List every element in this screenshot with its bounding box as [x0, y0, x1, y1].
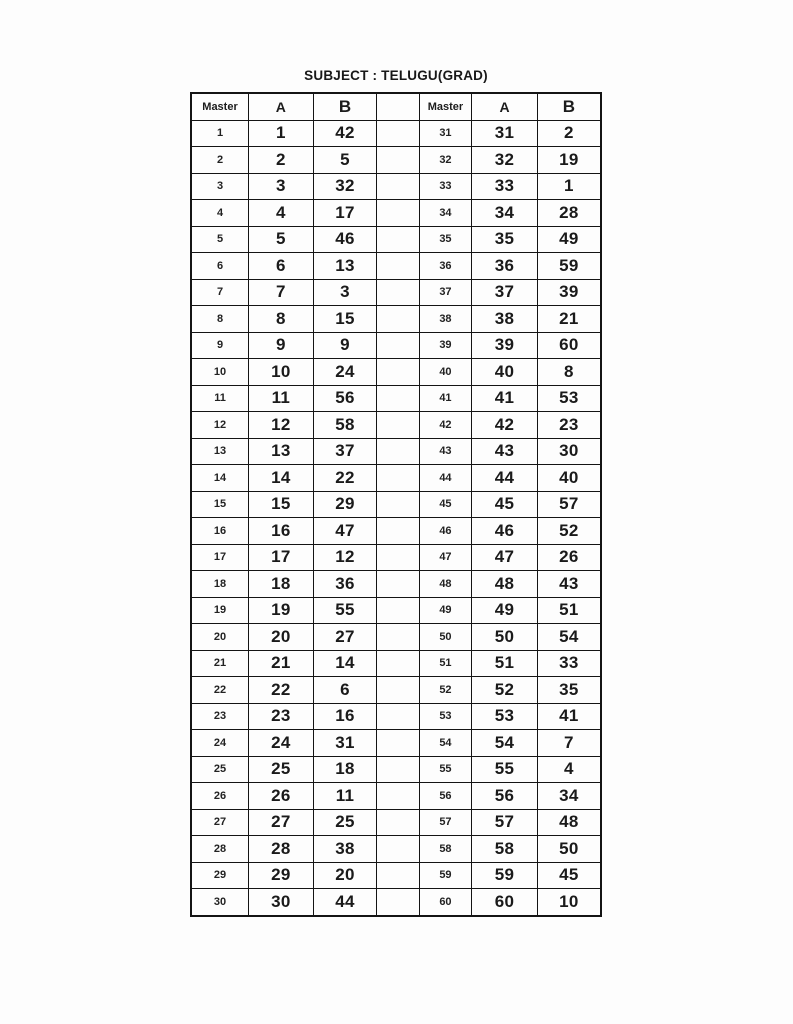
table-row	[191, 836, 601, 863]
b-value-cell: 11	[313, 783, 377, 810]
master-number-cell: 1	[191, 120, 249, 147]
master-number-cell: 9	[191, 332, 249, 359]
master-number-cell: 5	[191, 226, 249, 253]
master-number-cell: 55	[419, 756, 472, 783]
a-value-cell: 57	[472, 809, 538, 836]
a-value-cell: 3	[249, 173, 314, 200]
table-row	[191, 306, 601, 333]
table-row	[191, 677, 601, 704]
a-value-cell: 41	[472, 385, 538, 412]
table-row	[191, 783, 601, 810]
a-value-cell: 40	[472, 359, 538, 386]
master-number-cell: 34	[419, 200, 472, 227]
master-number-cell: 19	[191, 597, 249, 624]
spacer-cell	[377, 836, 419, 863]
table-row	[191, 703, 601, 730]
a-value-cell: 12	[249, 412, 314, 439]
master-number-cell: 56	[419, 783, 472, 810]
b-value-cell: 54	[537, 624, 601, 651]
b-value-cell: 17	[313, 200, 377, 227]
master-number-cell: 4	[191, 200, 249, 227]
spacer-cell	[377, 544, 419, 571]
a-value-cell: 21	[249, 650, 314, 677]
master-number-cell: 36	[419, 253, 472, 280]
b-value-cell: 21	[537, 306, 601, 333]
b-value-cell: 41	[537, 703, 601, 730]
a-value-cell: 16	[249, 518, 314, 545]
b-value-cell: 57	[537, 491, 601, 518]
b-value-cell: 52	[537, 518, 601, 545]
table-row	[191, 889, 601, 916]
b-value-cell: 20	[313, 862, 377, 889]
a-value-cell: 22	[249, 677, 314, 704]
column-header-a-left: A	[249, 93, 314, 120]
a-value-cell: 46	[472, 518, 538, 545]
b-value-cell: 55	[313, 597, 377, 624]
spacer-cell	[377, 120, 419, 147]
master-number-cell: 52	[419, 677, 472, 704]
master-number-cell: 28	[191, 836, 249, 863]
spacer-cell	[377, 226, 419, 253]
master-number-cell: 32	[419, 147, 472, 174]
a-value-cell: 59	[472, 862, 538, 889]
spacer-cell	[377, 173, 419, 200]
table-row	[191, 624, 601, 651]
master-number-cell: 53	[419, 703, 472, 730]
a-value-cell: 27	[249, 809, 314, 836]
table-row	[191, 730, 601, 757]
spacer-cell	[377, 809, 419, 836]
spacer-cell	[377, 862, 419, 889]
table-row	[191, 173, 601, 200]
master-number-cell: 30	[191, 889, 249, 916]
spacer-cell	[377, 730, 419, 757]
b-value-cell: 45	[537, 862, 601, 889]
a-value-cell: 43	[472, 438, 538, 465]
b-value-cell: 51	[537, 597, 601, 624]
master-number-cell: 31	[419, 120, 472, 147]
a-value-cell: 29	[249, 862, 314, 889]
table-row	[191, 518, 601, 545]
table-row	[191, 465, 601, 492]
a-value-cell: 56	[472, 783, 538, 810]
subject-title: SUBJECT : TELUGU(GRAD)	[304, 68, 488, 83]
b-value-cell: 9	[313, 332, 377, 359]
spacer-cell	[377, 518, 419, 545]
b-value-cell: 16	[313, 703, 377, 730]
spacer-cell	[377, 306, 419, 333]
master-number-cell: 35	[419, 226, 472, 253]
a-value-cell: 14	[249, 465, 314, 492]
a-value-cell: 25	[249, 756, 314, 783]
table-row	[191, 544, 601, 571]
table-row	[191, 571, 601, 598]
a-value-cell: 52	[472, 677, 538, 704]
b-value-cell: 31	[313, 730, 377, 757]
b-value-cell: 46	[313, 226, 377, 253]
table-row	[191, 200, 601, 227]
column-header-master-right: Master	[419, 93, 472, 120]
a-value-cell: 20	[249, 624, 314, 651]
master-number-cell: 54	[419, 730, 472, 757]
table-row	[191, 385, 601, 412]
table-row	[191, 359, 601, 386]
b-value-cell: 33	[537, 650, 601, 677]
b-value-cell: 58	[313, 412, 377, 439]
master-number-cell: 21	[191, 650, 249, 677]
master-number-cell: 37	[419, 279, 472, 306]
b-value-cell: 7	[537, 730, 601, 757]
b-value-cell: 13	[313, 253, 377, 280]
master-number-cell: 11	[191, 385, 249, 412]
a-value-cell: 45	[472, 491, 538, 518]
spacer-cell	[377, 279, 419, 306]
column-header-a-right: A	[472, 93, 538, 120]
a-value-cell: 28	[249, 836, 314, 863]
master-number-cell: 12	[191, 412, 249, 439]
a-value-cell: 58	[472, 836, 538, 863]
column-header-master-left: Master	[191, 93, 249, 120]
master-number-cell: 57	[419, 809, 472, 836]
b-value-cell: 19	[537, 147, 601, 174]
spacer-cell	[377, 571, 419, 598]
a-value-cell: 30	[249, 889, 314, 916]
b-value-cell: 12	[313, 544, 377, 571]
b-value-cell: 36	[313, 571, 377, 598]
b-value-cell: 6	[313, 677, 377, 704]
b-value-cell: 10	[537, 889, 601, 916]
master-number-cell: 26	[191, 783, 249, 810]
spacer-cell	[377, 597, 419, 624]
b-value-cell: 1	[537, 173, 601, 200]
spacer-cell	[377, 147, 419, 174]
spacer-cell	[377, 412, 419, 439]
spacer-cell	[377, 200, 419, 227]
table-header-row	[191, 93, 601, 120]
spacer-cell	[377, 465, 419, 492]
a-value-cell: 49	[472, 597, 538, 624]
a-value-cell: 37	[472, 279, 538, 306]
master-number-cell: 13	[191, 438, 249, 465]
a-value-cell: 6	[249, 253, 314, 280]
b-value-cell: 18	[313, 756, 377, 783]
a-value-cell: 24	[249, 730, 314, 757]
table-row	[191, 862, 601, 889]
b-value-cell: 27	[313, 624, 377, 651]
b-value-cell: 5	[313, 147, 377, 174]
master-number-cell: 15	[191, 491, 249, 518]
a-value-cell: 50	[472, 624, 538, 651]
master-number-cell: 3	[191, 173, 249, 200]
table-row	[191, 650, 601, 677]
table-row	[191, 756, 601, 783]
master-number-cell: 24	[191, 730, 249, 757]
a-value-cell: 10	[249, 359, 314, 386]
table-row	[191, 279, 601, 306]
table-row	[191, 147, 601, 174]
b-value-cell: 44	[313, 889, 377, 916]
master-number-cell: 46	[419, 518, 472, 545]
table-row	[191, 438, 601, 465]
master-number-cell: 7	[191, 279, 249, 306]
b-value-cell: 42	[313, 120, 377, 147]
a-value-cell: 26	[249, 783, 314, 810]
a-value-cell: 31	[472, 120, 538, 147]
a-value-cell: 55	[472, 756, 538, 783]
b-value-cell: 32	[313, 173, 377, 200]
column-header-b-right: B	[537, 93, 601, 120]
spacer-cell	[377, 677, 419, 704]
b-value-cell: 38	[313, 836, 377, 863]
answer-key-table	[190, 92, 602, 917]
spacer-cell	[377, 703, 419, 730]
master-number-cell: 60	[419, 889, 472, 916]
b-value-cell: 48	[537, 809, 601, 836]
b-value-cell: 25	[313, 809, 377, 836]
master-number-cell: 14	[191, 465, 249, 492]
a-value-cell: 60	[472, 889, 538, 916]
master-number-cell: 25	[191, 756, 249, 783]
b-value-cell: 4	[537, 756, 601, 783]
master-number-cell: 29	[191, 862, 249, 889]
spacer-cell	[377, 359, 419, 386]
spacer-cell	[377, 332, 419, 359]
spacer-cell	[377, 783, 419, 810]
a-value-cell: 53	[472, 703, 538, 730]
spacer-cell	[377, 624, 419, 651]
master-number-cell: 51	[419, 650, 472, 677]
a-value-cell: 42	[472, 412, 538, 439]
master-number-cell: 41	[419, 385, 472, 412]
a-value-cell: 5	[249, 226, 314, 253]
b-value-cell: 22	[313, 465, 377, 492]
b-value-cell: 8	[537, 359, 601, 386]
spacer-cell	[377, 491, 419, 518]
a-value-cell: 38	[472, 306, 538, 333]
b-value-cell: 60	[537, 332, 601, 359]
b-value-cell: 29	[313, 491, 377, 518]
a-value-cell: 51	[472, 650, 538, 677]
a-value-cell: 44	[472, 465, 538, 492]
a-value-cell: 47	[472, 544, 538, 571]
column-header-b-left: B	[313, 93, 377, 120]
spacer-cell	[377, 438, 419, 465]
a-value-cell: 9	[249, 332, 314, 359]
spacer-cell	[377, 756, 419, 783]
b-value-cell: 50	[537, 836, 601, 863]
master-number-cell: 22	[191, 677, 249, 704]
a-value-cell: 13	[249, 438, 314, 465]
a-value-cell: 39	[472, 332, 538, 359]
master-number-cell: 16	[191, 518, 249, 545]
b-value-cell: 28	[537, 200, 601, 227]
master-number-cell: 23	[191, 703, 249, 730]
a-value-cell: 34	[472, 200, 538, 227]
a-value-cell: 17	[249, 544, 314, 571]
master-number-cell: 45	[419, 491, 472, 518]
a-value-cell: 15	[249, 491, 314, 518]
master-number-cell: 59	[419, 862, 472, 889]
table-row	[191, 253, 601, 280]
a-value-cell: 32	[472, 147, 538, 174]
b-value-cell: 3	[313, 279, 377, 306]
b-value-cell: 40	[537, 465, 601, 492]
b-value-cell: 39	[537, 279, 601, 306]
table-row	[191, 491, 601, 518]
master-number-cell: 47	[419, 544, 472, 571]
b-value-cell: 24	[313, 359, 377, 386]
a-value-cell: 8	[249, 306, 314, 333]
b-value-cell: 59	[537, 253, 601, 280]
a-value-cell: 35	[472, 226, 538, 253]
a-value-cell: 4	[249, 200, 314, 227]
b-value-cell: 35	[537, 677, 601, 704]
b-value-cell: 56	[313, 385, 377, 412]
a-value-cell: 7	[249, 279, 314, 306]
a-value-cell: 54	[472, 730, 538, 757]
b-value-cell: 49	[537, 226, 601, 253]
master-number-cell: 50	[419, 624, 472, 651]
master-number-cell: 48	[419, 571, 472, 598]
b-value-cell: 14	[313, 650, 377, 677]
b-value-cell: 23	[537, 412, 601, 439]
master-number-cell: 58	[419, 836, 472, 863]
b-value-cell: 15	[313, 306, 377, 333]
table-row	[191, 597, 601, 624]
b-value-cell: 30	[537, 438, 601, 465]
a-value-cell: 11	[249, 385, 314, 412]
table-row	[191, 412, 601, 439]
master-number-cell: 6	[191, 253, 249, 280]
spacer-cell	[377, 253, 419, 280]
master-number-cell: 42	[419, 412, 472, 439]
master-number-cell: 17	[191, 544, 249, 571]
b-value-cell: 2	[537, 120, 601, 147]
a-value-cell: 19	[249, 597, 314, 624]
spacer-cell	[377, 650, 419, 677]
a-value-cell: 48	[472, 571, 538, 598]
a-value-cell: 33	[472, 173, 538, 200]
b-value-cell: 47	[313, 518, 377, 545]
answer-table-body	[191, 120, 601, 916]
b-value-cell: 37	[313, 438, 377, 465]
master-number-cell: 38	[419, 306, 472, 333]
master-number-cell: 33	[419, 173, 472, 200]
master-number-cell: 27	[191, 809, 249, 836]
master-number-cell: 18	[191, 571, 249, 598]
master-number-cell: 8	[191, 306, 249, 333]
b-value-cell: 53	[537, 385, 601, 412]
table-row	[191, 809, 601, 836]
master-number-cell: 44	[419, 465, 472, 492]
master-number-cell: 10	[191, 359, 249, 386]
spacer-cell	[377, 385, 419, 412]
table-row	[191, 120, 601, 147]
a-value-cell: 23	[249, 703, 314, 730]
a-value-cell: 2	[249, 147, 314, 174]
a-value-cell: 36	[472, 253, 538, 280]
a-value-cell: 18	[249, 571, 314, 598]
master-number-cell: 20	[191, 624, 249, 651]
master-number-cell: 40	[419, 359, 472, 386]
spacer-cell	[377, 889, 419, 916]
table-row	[191, 332, 601, 359]
b-value-cell: 34	[537, 783, 601, 810]
column-header-spacer	[377, 93, 419, 120]
table-row	[191, 226, 601, 253]
b-value-cell: 43	[537, 571, 601, 598]
a-value-cell: 1	[249, 120, 314, 147]
master-number-cell: 43	[419, 438, 472, 465]
b-value-cell: 26	[537, 544, 601, 571]
master-number-cell: 39	[419, 332, 472, 359]
master-number-cell: 2	[191, 147, 249, 174]
master-number-cell: 49	[419, 597, 472, 624]
